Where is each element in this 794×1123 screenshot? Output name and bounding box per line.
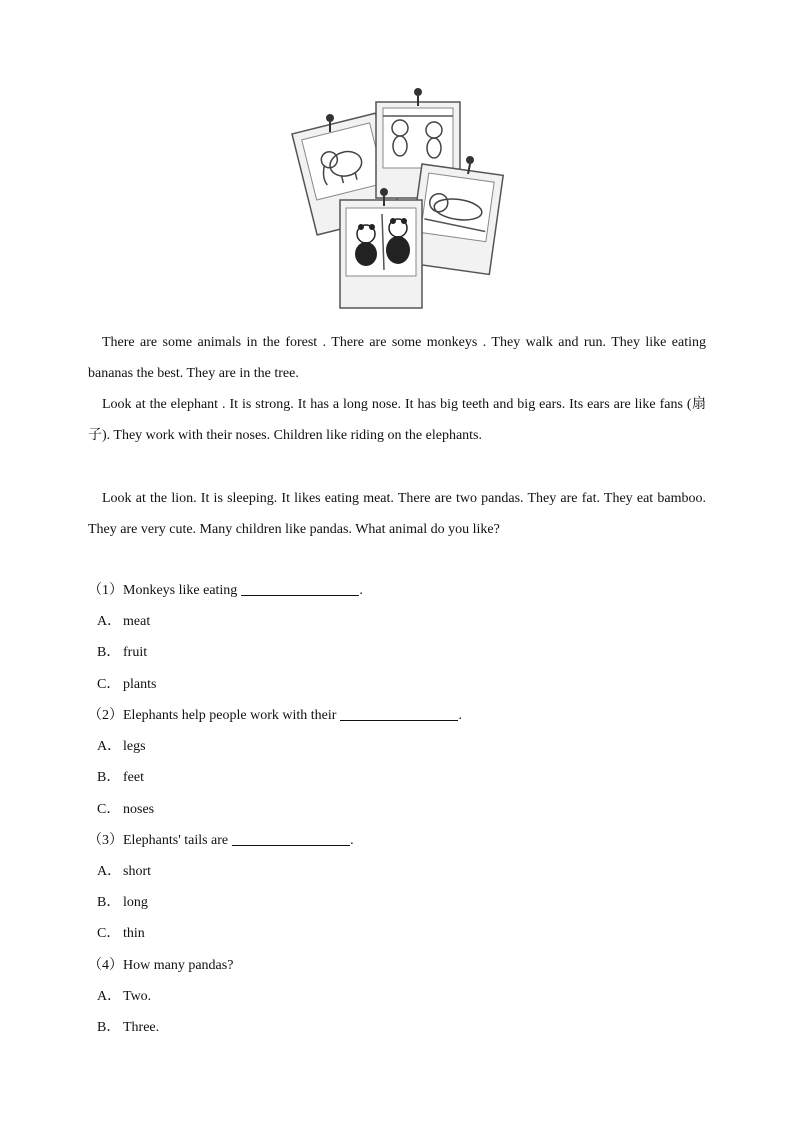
option-b[interactable] — [97, 768, 144, 788]
question-end: . — [458, 708, 462, 723]
answer-blank[interactable] — [340, 706, 458, 721]
question-2 — [88, 706, 462, 726]
option-text: legs — [123, 739, 146, 754]
animal-photos-illustration — [284, 84, 510, 316]
option-a[interactable] — [97, 737, 146, 757]
option-b[interactable] — [97, 1018, 159, 1038]
option-text: feet — [123, 770, 144, 785]
option-letter: C． — [97, 677, 121, 692]
option-letter: B． — [97, 895, 121, 910]
answer-blank[interactable] — [232, 831, 350, 846]
paragraph-text: Look at the elephant . It is strong. It has a long nose. It has big teeth and big ears. Its ears are like fans (扇子). They work with their noses. Children like riding on the elephants. — [88, 397, 706, 444]
paragraph-text: There are some animals in the forest . There are some monkeys . They walk and run. They like eating bananas the best. They are in the tree. — [88, 335, 706, 382]
option-text: noses — [123, 802, 155, 817]
option-text: plants — [123, 677, 157, 692]
question-stem: How many pandas? — [123, 958, 234, 973]
question-end: . — [359, 583, 363, 598]
option-letter: C． — [97, 926, 121, 941]
option-b[interactable] — [97, 893, 148, 913]
option-letter: B． — [97, 1020, 121, 1035]
question-end: . — [350, 833, 354, 848]
option-letter: A． — [97, 864, 122, 879]
option-text: short — [123, 864, 151, 879]
option-text: Two. — [123, 989, 152, 1004]
option-a[interactable] — [97, 987, 151, 1007]
question-number: （1） — [88, 583, 123, 598]
option-text: Three. — [123, 1020, 160, 1035]
option-letter: B． — [97, 645, 121, 660]
answer-blank[interactable] — [241, 581, 359, 596]
option-text: long — [123, 895, 148, 910]
option-a[interactable] — [97, 862, 151, 882]
option-a[interactable] — [97, 612, 150, 632]
option-letter: C． — [97, 802, 121, 817]
question-3 — [88, 831, 354, 851]
option-text: fruit — [123, 645, 148, 660]
question-4 — [88, 956, 233, 976]
passage-paragraph-3 — [88, 483, 706, 545]
option-letter: A． — [97, 614, 122, 629]
question-1 — [88, 581, 363, 601]
question-number: （3） — [88, 833, 123, 848]
option-c[interactable] — [97, 675, 156, 695]
question-stem: Monkeys like eating — [123, 583, 238, 598]
question-stem: Elephants help people work with their — [123, 708, 337, 723]
passage-paragraph-2 — [88, 389, 706, 451]
option-letter: A． — [97, 989, 122, 1004]
option-c[interactable] — [97, 924, 145, 944]
question-stem: Elephants' tails are — [123, 833, 229, 848]
option-c[interactable] — [97, 800, 154, 820]
question-number: （2） — [88, 708, 123, 723]
option-b[interactable] — [97, 643, 147, 663]
option-text: thin — [123, 926, 145, 941]
pandas-photo — [340, 200, 422, 308]
option-letter: A． — [97, 739, 122, 754]
option-text: meat — [123, 614, 151, 629]
option-letter: B． — [97, 770, 121, 785]
passage-paragraph-1 — [88, 327, 706, 389]
paragraph-text: Look at the lion. It is sleeping. It likes eating meat. There are two pandas. They are fat. They eat bamboo. They are very cute. Many children like pandas. What animal do you like? — [88, 491, 706, 538]
question-number: （4） — [88, 958, 123, 973]
